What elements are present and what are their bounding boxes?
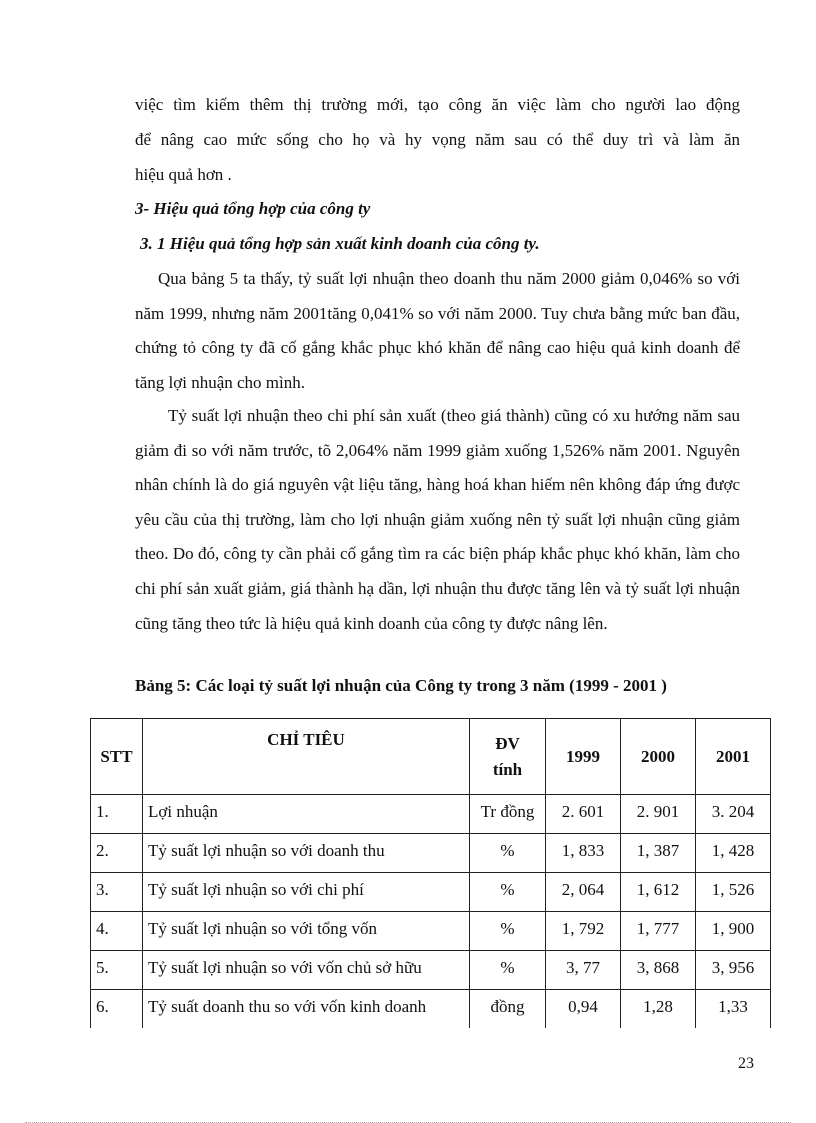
paragraph-1: Qua bảng 5 ta thấy, tỷ suất lợi nhuận theo doanh thu năm 2000 giảm 0,046% so với năm 1999, nhưng năm 2001tăng 0,041% so với năm 2000. Tuy chưa bằng mức ban đầu, chứng tỏ công ty đã cố gắng khắc phục khó khăn để nâng cao hiệu quả kinh doanh để tăng lợi nhuận cho mình. <box>135 269 740 392</box>
cell-1999: 1, 833 <box>546 834 621 873</box>
cell-1999: 0,94 <box>546 990 621 1029</box>
cell-2000: 1,28 <box>621 990 696 1029</box>
cell-stt: 2. <box>91 834 143 873</box>
table-caption: Bảng 5: Các loại tỷ suất lợi nhuận của Công ty trong 3 năm (1999 - 2001 ) <box>135 676 667 695</box>
cell-2000: 1, 777 <box>621 912 696 951</box>
subsection-heading: 3. 1 Hiệu quả tổng hợp sản xuất kinh doanh của công ty. <box>140 234 540 253</box>
header-stt: STT <box>91 719 143 795</box>
cell-1999: 2. 601 <box>546 795 621 834</box>
cell-2001: 3, 956 <box>696 951 771 990</box>
cell-stt: 1. <box>91 795 143 834</box>
table-row <box>91 912 771 951</box>
header-chi-tieu: CHỈ TIÊU <box>143 719 470 795</box>
cell-dv: đồng <box>470 990 546 1029</box>
cell-2001: 1, 900 <box>696 912 771 951</box>
cell-2001: 3. 204 <box>696 795 771 834</box>
cell-stt: 4. <box>91 912 143 951</box>
profit-ratio-table <box>90 718 771 1028</box>
intro-line-1: việc tìm kiếm thêm thị trường mới, tạo công ăn việc làm cho người lao động <box>135 95 740 114</box>
cell-2001: 1, 526 <box>696 873 771 912</box>
cell-2000: 1, 387 <box>621 834 696 873</box>
cell-2001: 1, 428 <box>696 834 771 873</box>
table-row <box>91 873 771 912</box>
cell-1999: 3, 77 <box>546 951 621 990</box>
cell-2000: 2. 901 <box>621 795 696 834</box>
table-row <box>91 990 771 1029</box>
header-dv-tinh: ĐV tính <box>470 719 546 795</box>
intro-line-3: hiệu quả hơn . <box>135 165 232 184</box>
header-1999: 1999 <box>546 719 621 795</box>
cell-chi-tieu: Tỷ suất lợi nhuận so với chi phí <box>143 873 470 912</box>
cell-chi-tieu: Lợi nhuận <box>143 795 470 834</box>
cell-stt: 5. <box>91 951 143 990</box>
cell-stt: 6. <box>91 990 143 1029</box>
cell-dv: % <box>470 951 546 990</box>
cell-chi-tieu: Tỷ suất lợi nhuận so với tổng vốn <box>143 912 470 951</box>
cell-chi-tieu: Tỷ suất doanh thu so với vốn kinh doanh <box>143 990 470 1029</box>
table-row <box>91 795 771 834</box>
cell-chi-tieu: Tỷ suất lợi nhuận so với vốn chủ sở hữu <box>143 951 470 990</box>
cell-dv: % <box>470 834 546 873</box>
section-heading: 3- Hiệu quả tổng hợp của công ty <box>135 199 371 218</box>
table-row <box>91 951 771 990</box>
paragraph-2: Tỷ suất lợi nhuận theo chi phí sản xuất (theo giá thành) cũng có xu hướng năm sau giảm đi so với năm trước, tõ 2,064% năm 1999 giảm xuống 1,526% năm 2001. Nguyên nhân chính là do giá nguyên vật liệu tăng, hàng hoá khan hiếm nên không đáp ứng được yêu cầu của thị trường, làm cho lợi nhuận giảm xuống nên tỷ suất lợi nhuận cũng giảm theo. Do đó, công ty cần phải cố gắng tìm ra các biện pháp khắc phục khó khăn, làm cho chi phí sản xuất giảm, giá thành hạ dần, lợi nhuận thu được tăng lên và tỷ suất lợi nhuận cũng tăng theo tức là hiệu quả kinh doanh của công ty được nâng lên. <box>135 406 740 633</box>
cell-1999: 2, 064 <box>546 873 621 912</box>
cell-2000: 3, 868 <box>621 951 696 990</box>
cell-2001: 1,33 <box>696 990 771 1029</box>
header-2000: 2000 <box>621 719 696 795</box>
table-header-row <box>91 719 771 795</box>
table-row <box>91 834 771 873</box>
page-number: 23 <box>738 1055 754 1072</box>
cell-1999: 1, 792 <box>546 912 621 951</box>
header-2001: 2001 <box>696 719 771 795</box>
intro-line-2: để nâng cao mức sống cho họ và hy vọng năm sau có thể duy trì và làm ăn <box>135 130 740 149</box>
cell-chi-tieu: Tỷ suất lợi nhuận so với doanh thu <box>143 834 470 873</box>
cell-dv: % <box>470 873 546 912</box>
cell-dv: Tr đồng <box>470 795 546 834</box>
cell-dv: % <box>470 912 546 951</box>
cell-2000: 1, 612 <box>621 873 696 912</box>
cell-stt: 3. <box>91 873 143 912</box>
